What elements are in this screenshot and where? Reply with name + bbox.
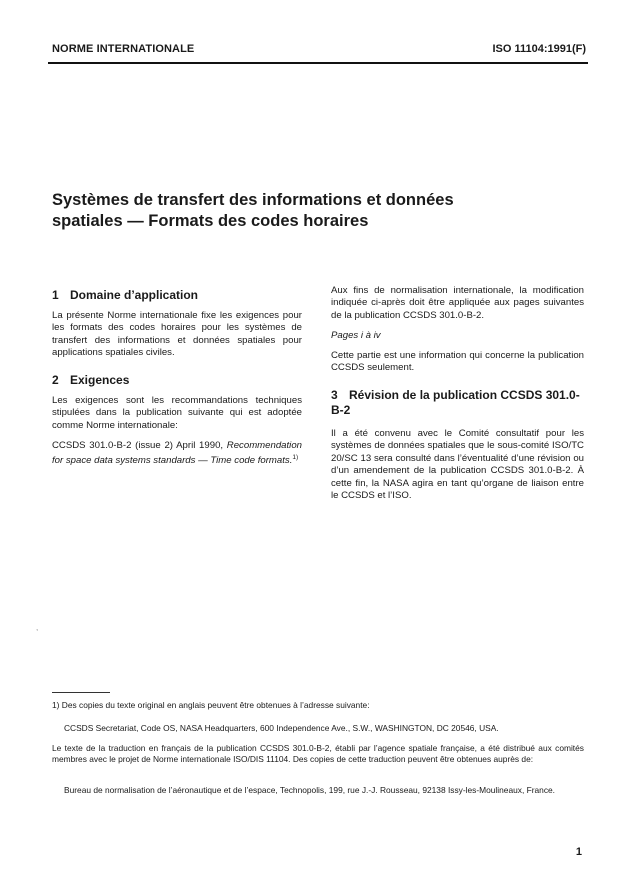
section-2-body: Les exigences sont les recommandations techniques stipulées dans la publication suivante qui est adoptée comme Norme internationale: — [52, 395, 302, 431]
section-3-number: 3 — [331, 388, 338, 402]
pages-note: Cette partie est une information qui concerne la publication CCSDS seulement. — [331, 350, 584, 374]
section-1-heading — [52, 288, 302, 303]
header-divider — [48, 62, 588, 64]
footnote-divider — [52, 692, 110, 693]
footnote-1 — [52, 700, 584, 711]
section-3-heading — [331, 388, 584, 418]
translation-note: Le texte de la traduction en français de la publication CCSDS 301.0-B-2, établi par l’agence spatiale française, a été distribué aux comités membres avec le projet de Norme internationale ISO/DIS 11104. Des copies de cette traduction peuvent être obtenues auprès de: — [52, 743, 584, 764]
section-2-citation — [52, 440, 302, 468]
footnote-address-original: CCSDS Secretariat, Code OS, NASA Headquarters, 600 Independence Ave., S.W., WASHINGTON, DC 20546, USA. — [64, 723, 499, 733]
section-2-number: 2 — [52, 373, 59, 387]
title-line-2: spatiales — Formats des codes horaires — [52, 212, 369, 230]
footnote-address-translation: Bureau de normalisation de l’aéronautique et de l’espace, Technopolis, 199, rue J.-J. Rousseau, 92138 Issy-les-Moulineaux, France. — [64, 785, 555, 795]
footnote-1-text: Des copies du texte original en anglais peuvent être obtenues à l’adresse suivante: — [61, 700, 370, 710]
section-1-title: Domaine d’application — [70, 288, 199, 302]
citation-title: Recommendation for space data systems standards — Time code formats. — [52, 440, 302, 467]
header-standard-type: NORME INTERNATIONALE — [52, 43, 195, 55]
footnote-reference: 1) — [292, 454, 299, 462]
pages-label: Pages i à iv — [331, 330, 381, 341]
scan-mark: , — [36, 623, 39, 632]
section-2-heading — [52, 373, 302, 388]
title-line-1: Systèmes de transfert des informations et données — [52, 191, 454, 209]
modification-intro: Aux fins de normalisation internationale, la modification indiquée ci-après doit être appliquée aux pages suivantes de la publication CCSDS 301.0-B-2. — [331, 285, 584, 321]
section-1-body: La présente Norme internationale fixe les exigences pour les formats des codes horaires pour les systèmes de transfert des informations et données spatiales pour applications spatiales civiles. — [52, 310, 302, 359]
section-1-number: 1 — [52, 288, 59, 302]
section-3-title: Révision de la publication CCSDS 301.0-B-2 — [331, 388, 580, 417]
page-number: 1 — [575, 846, 582, 858]
section-2-title: Exigences — [70, 373, 130, 387]
citation-reference: CCSDS 301.0-B-2 (issue 2) April 1990, — [52, 440, 224, 451]
footnote-1-marker: 1) — [52, 700, 60, 710]
section-3-body: Il a été convenu avec le Comité consultatif pour les systèmes de données spatiales que le sous-comité ISO/TC 20/SC 13 sera consulté dans l’éventualité d’une révision ou d’un amendement de la publication CCSDS 301.0-B-2. À cette fin, la NASA agira en tant qu’organe de liaison entre le CCSDS et l’ISO. — [331, 428, 584, 502]
header-standard-number: ISO 11104:1991(F) — [492, 43, 586, 55]
document-title — [52, 190, 532, 232]
